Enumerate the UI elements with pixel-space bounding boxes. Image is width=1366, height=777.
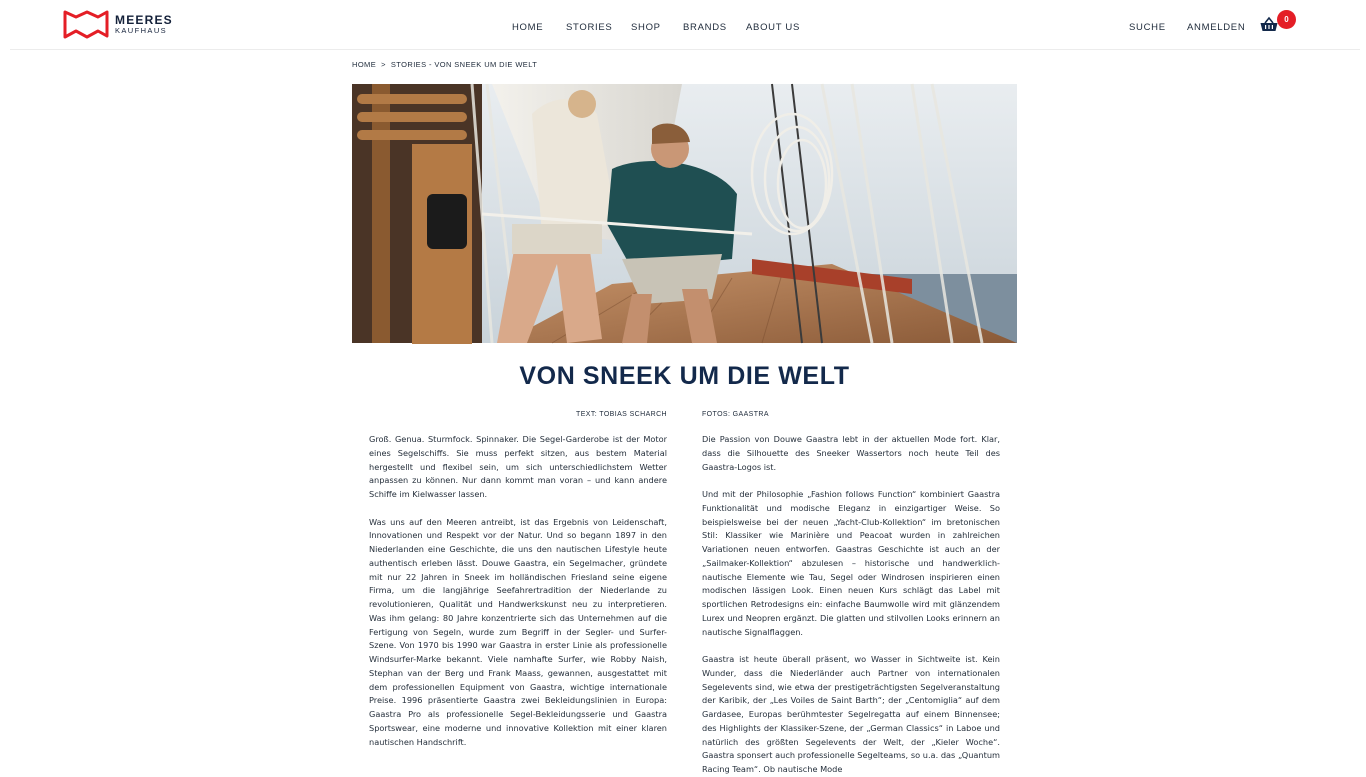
hero-image bbox=[352, 84, 1017, 343]
article-title: VON SNEEK UM DIE WELT bbox=[519, 362, 850, 390]
article-paragraph: Groß. Genua. Sturmfock. Spinnaker. Die Segel-Garderobe ist der Motor eines Segelschiffs. Sie muss perfekt sitzen, aus bestem Material hergestellt und flexibel sein, um sich unterschiedlichstem Wetter anpassen zu können. Nur dann kommt man voran – und kann andere Schiffe im Kielwasser lassen. bbox=[369, 434, 667, 499]
logo-line-2: KAUFHAUS bbox=[115, 25, 168, 35]
site-header bbox=[10, 0, 1360, 50]
article-paragraph: Was uns auf den Meeren antreibt, ist das Ergebnis von Leidenschaft, Innovationen und Respekt vor der Natur. Und so begann 1897 in den Niederlanden eine Geschichte, die uns den nautischen Lifestyle heute authentisch erleben lässt. Douwe Gaastra, ein Segelmacher, gründete mit nur 22 Jahren in Sneek im holländischen Friesland seine eigene Firma, um die langjährige Seefahrertradition der Niederlande zu revolutionieren, Qualität und Handwerkskunst neu zu interpretieren. Was ihm gelang: 80 Jahre konzentrierte sich das Unternehmen auf die Fertigung von Segeln, wurde zum Begriff in der Segler- und Surfer-Szene. Von 1970 bis 1990 war Gaastra in erster Linie als professionelle Windsurfer-Marke bekannt. Viele namhafte Surfer, wie Robby Naish, Stephan van der Berg und Frank Maass, gewannen, ausgestattet mit dem professionellen Equipment von Gaastra, wichtige internationale Preise. 1996 präsentierte Gaastra zwei Bekleidungslinien in Europa: Gaastra Pro als professionelle Segel-Bekleidungsserie und Gaastra Sportswear, eine moderne und innovative Kollektion mit einer klaren nautischen Handschrift. bbox=[369, 516, 667, 747]
nav-stories-link[interactable]: STORIES bbox=[566, 22, 613, 33]
nav-about-link[interactable]: ABOUT US bbox=[746, 22, 800, 33]
photo-credit: FOTOS: GAASTRA bbox=[702, 411, 769, 418]
logo-line-1: MEERES bbox=[115, 12, 173, 27]
article-column-right bbox=[702, 433, 1000, 777]
nav-brands-link[interactable]: BRANDS bbox=[683, 22, 727, 33]
article-paragraph: Gaastra ist heute überall präsent, wo Wasser in Sichtweite ist. Kein Wunder, dass die Niederländer auch Partner von internationalen Segelevents sind, wie etwa der prestigeträchtigsten Segelveranstaltung der Karibik, der „Les Voiles de Saint Barth“; der „Centomiglia“ auf dem Gardasee, Europas berühmtester Segelregatta auf einem Binnensee; des Highlights der Klassiker-Szene, der „German Classics“ in Laboe und natürlich des größten Segelevents der Welt, der „Kieler Woche“. Gaastra sponsert auch professionelle Segelteams, so u.a. das „Quantum Racing Team“. Ob nautische Mode bbox=[702, 654, 1000, 774]
article-paragraph: Die Passion von Douwe Gaastra lebt in der aktuellen Mode fort. Klar, dass die Silhouette des Sneeker Wassertors noch heute Teil des Gaastra-Logos ist. bbox=[702, 434, 1000, 472]
breadcrumb bbox=[352, 60, 537, 69]
cart-button[interactable] bbox=[1260, 14, 1300, 38]
article-column-left bbox=[369, 433, 667, 749]
breadcrumb-home-link[interactable]: HOME bbox=[352, 60, 377, 69]
login-link[interactable]: ANMELDEN bbox=[1187, 22, 1246, 33]
breadcrumb-current: STORIES - VON SNEEK UM DIE WELT bbox=[390, 60, 538, 69]
breadcrumb-separator: > bbox=[381, 60, 386, 69]
nav-shop-link[interactable]: SHOP bbox=[631, 22, 661, 33]
main-nav bbox=[10, 22, 1360, 34]
text-credit: TEXT: TOBIAS SCHARCH bbox=[576, 411, 667, 418]
basket-icon bbox=[1260, 17, 1278, 32]
sailing-photo bbox=[352, 84, 1017, 343]
article-paragraph: Und mit der Philosophie „Fashion follows Function“ kombiniert Gaastra Funktionalität und modische Eleganz in einzigartiger Weise. So beispielsweise bei der neuen „Yacht-Club-Kollektion“ im bretonischen Stil: Klassiker wie Marinière und Peacoat wurden in zahlreichen Variationen neuen entworfen. Gaastras Geschichte ist auch an der „Sailmaker-Kollektion“ abzulesen – historische und handwerklich-nautische Elemente wie Tau, Segel oder Windrosen inspirieren einen modischen lässigen Look. Einen neuen Kurs schlägt das Label mit sportlichen Retrodesigns ein: einfache Baumwolle wird mit glänzendem Lurex und Neopren ergänzt. Die glatten und stilvollen Looks erinnern an nautische Signalflaggen. bbox=[702, 489, 1000, 637]
cart-count-badge: 0 bbox=[1277, 10, 1296, 29]
search-link[interactable]: SUCHE bbox=[1129, 22, 1166, 33]
nav-home-link[interactable]: HOME bbox=[512, 22, 544, 33]
